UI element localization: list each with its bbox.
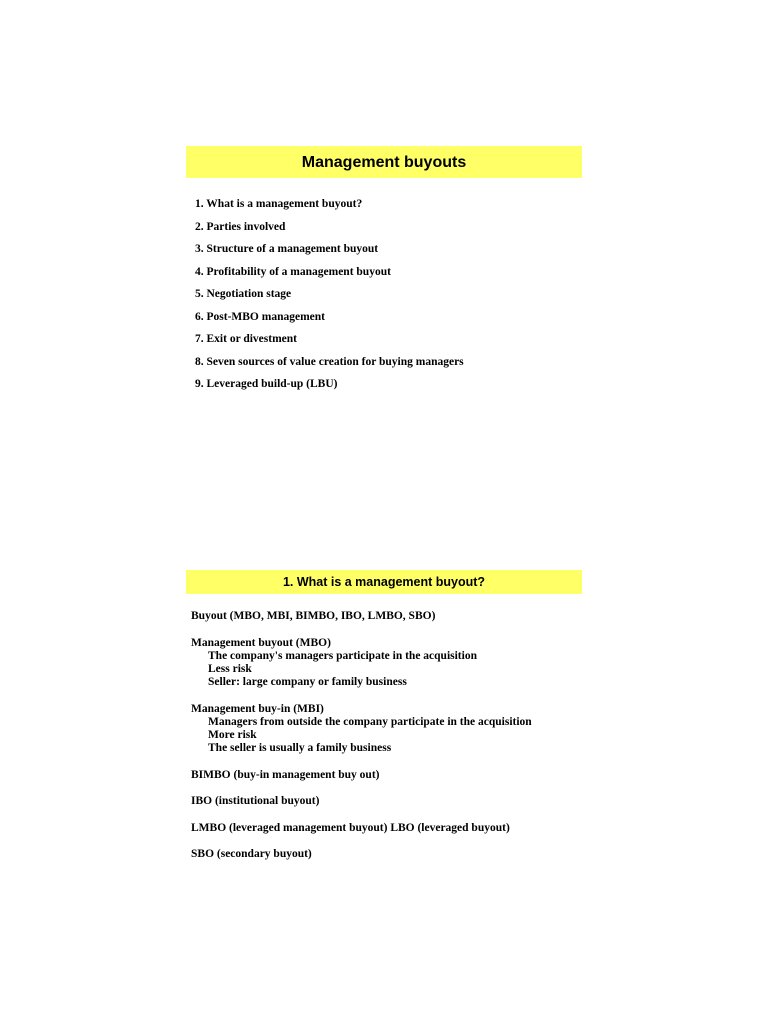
- mbo-block: [191, 637, 591, 690]
- bimbo-definition: BIMBO (buy-in management buy out): [191, 768, 380, 781]
- ibo-definition: IBO (institutional buyout): [191, 795, 320, 808]
- mbo-heading: Management buyout (MBO): [191, 636, 331, 649]
- mbi-heading: Management buy-in (MBI): [191, 702, 324, 715]
- mbi-point: More risk: [208, 729, 257, 742]
- toc-item-7: 7. Exit or divestment: [195, 333, 298, 345]
- buyout-types-heading: Buyout (MBO, MBI, BIMBO, IBO, LMBO, SBO): [191, 610, 436, 622]
- mbi-point: The seller is usually a family business: [208, 742, 392, 755]
- section-1-heading: 1. What is a management buyout?: [282, 575, 486, 589]
- mbo-point: Seller: large company or family business: [208, 676, 407, 689]
- mbo-point: The company's managers participate in the acquisition: [208, 649, 477, 662]
- mbi-block: [191, 703, 591, 756]
- toc-item-5: 5. Negotiation stage: [195, 288, 292, 300]
- toc-item-4: 4. Profitability of a management buyout: [195, 265, 391, 278]
- document-title-banner: [186, 146, 582, 178]
- ibo-block: [191, 795, 591, 808]
- toc-item-6: 6. Post-MBO management: [195, 310, 325, 323]
- toc-item-1: 1. What is a management buyout?: [195, 198, 363, 210]
- lmbo-block: [191, 822, 591, 835]
- lmbo-definition: LMBO (leveraged management buyout) LBO (leveraged buyout): [191, 821, 510, 834]
- mbi-point: Managers from outside the company participate in the acquisition: [208, 715, 532, 728]
- mbo-point: Less risk: [208, 662, 252, 675]
- table-of-contents: [195, 196, 464, 399]
- section-1-heading-banner: [186, 570, 582, 594]
- section-1-content: [191, 610, 591, 875]
- buyout-types-block: [191, 610, 591, 623]
- bimbo-block: [191, 769, 591, 782]
- toc-item-9: 9. Leveraged build-up (LBU): [195, 378, 338, 390]
- document-title: Management buyouts: [301, 154, 467, 171]
- sbo-block: [191, 848, 591, 861]
- sbo-definition: SBO (secondary buyout): [191, 848, 312, 861]
- toc-item-8: 8. Seven sources of value creation for buying managers: [195, 355, 464, 368]
- toc-item-3: 3. Structure of a management buyout: [195, 243, 379, 255]
- toc-item-2: 2. Parties involved: [195, 220, 286, 233]
